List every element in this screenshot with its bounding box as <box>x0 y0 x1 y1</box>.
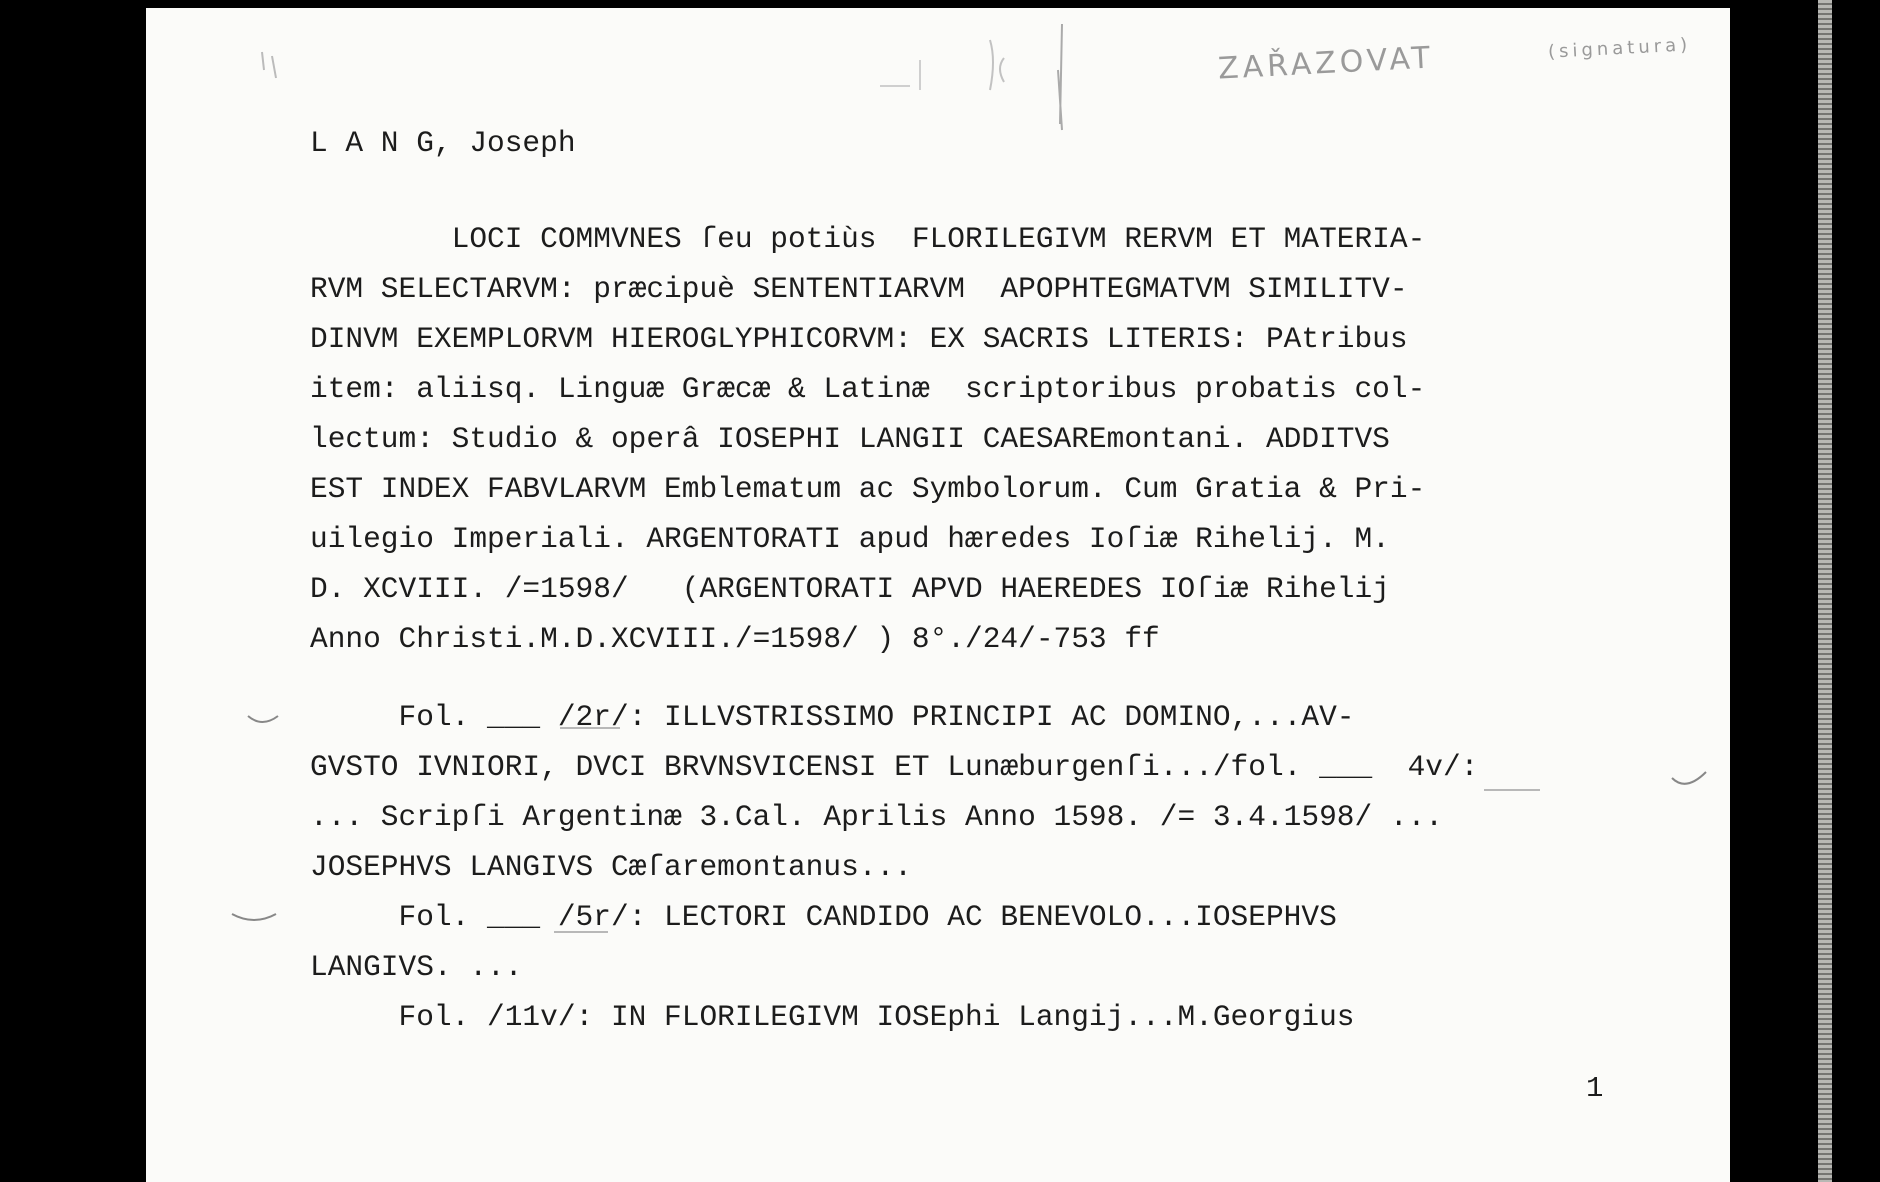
folio-reader-block <box>310 892 1630 992</box>
folio-line: Fol. ___ /2r/: ILLVSTRISSIMO PRINCIPI AC DOMINO,...AV- <box>310 700 1355 734</box>
folio-line: ... Scripſi Argentinæ 3.Cal. Aprilis Anno 1598. /= 3.4.1598/ ... <box>310 800 1443 834</box>
title-line: LOCI COMMVNES ſeu potiùs FLORILEGIVM RERVM ET MATERIA- <box>310 222 1426 256</box>
handwritten-note: ZAŘAZOVAT <box>1217 40 1435 87</box>
folio-line: JOSEPHVS LANGIVS Cæſaremontanus... <box>310 850 912 884</box>
title-line: EST INDEX FABVLARVM Emblematum ac Symbolorum. Cum Gratia & Pri- <box>310 472 1426 506</box>
folio-line: LANGIVS. ... <box>310 950 523 984</box>
folio-dedication-block <box>310 692 1630 892</box>
title-line: uilegio Imperiali. ARGENTORATI apud hæredes Ioſiæ Rihelij. M. <box>310 522 1390 556</box>
folio-line: GVSTO IVNIORI, DVCI BRVNSVICENSI ET Lunæburgenſi.../fol. ___ 4v/: <box>310 750 1479 784</box>
title-line: item: aliisq. Linguæ Græcæ & Latinæ scriptoribus probatis col- <box>310 372 1426 406</box>
folio-line: Fol. /11v/: IN FLORILEGIVM IOSEphi Langij...M.Georgius <box>310 1000 1355 1034</box>
title-line: DINVM EXEMPLORVM HIEROGLYPHICORVM: EX SACRIS LITERIS: PAtribus <box>310 322 1408 356</box>
title-line: lectum: Studio & operâ IOSEPHI LANGII CAESAREmontani. ADDITVS <box>310 422 1390 456</box>
card-text <box>310 118 1630 1042</box>
handwritten-note-right: (signatura) <box>1547 34 1692 63</box>
page-number: 1 <box>1586 1072 1604 1105</box>
title-line: Anno Christi.M.D.XCVIII./=1598/ ) 8°./24/-753 ff <box>310 622 1160 656</box>
author-heading: L A N G, Joseph <box>310 126 576 160</box>
title-block <box>310 214 1630 664</box>
folio-line: Fol. ___ /5r/: LECTORI CANDIDO AC BENEVOLO...IOSEPHVS <box>310 900 1337 934</box>
title-line: D. XCVIII. /=1598/ (ARGENTORATI APVD HAEREDES IOſiæ Rihelij <box>310 572 1390 606</box>
folio-poem-block <box>310 992 1630 1042</box>
title-line: RVM SELECTARVM: præcipuè SENTENTIARVM APOPHTEGMATVM SIMILITV- <box>310 272 1408 306</box>
scan-edge-strip <box>1818 0 1832 1182</box>
